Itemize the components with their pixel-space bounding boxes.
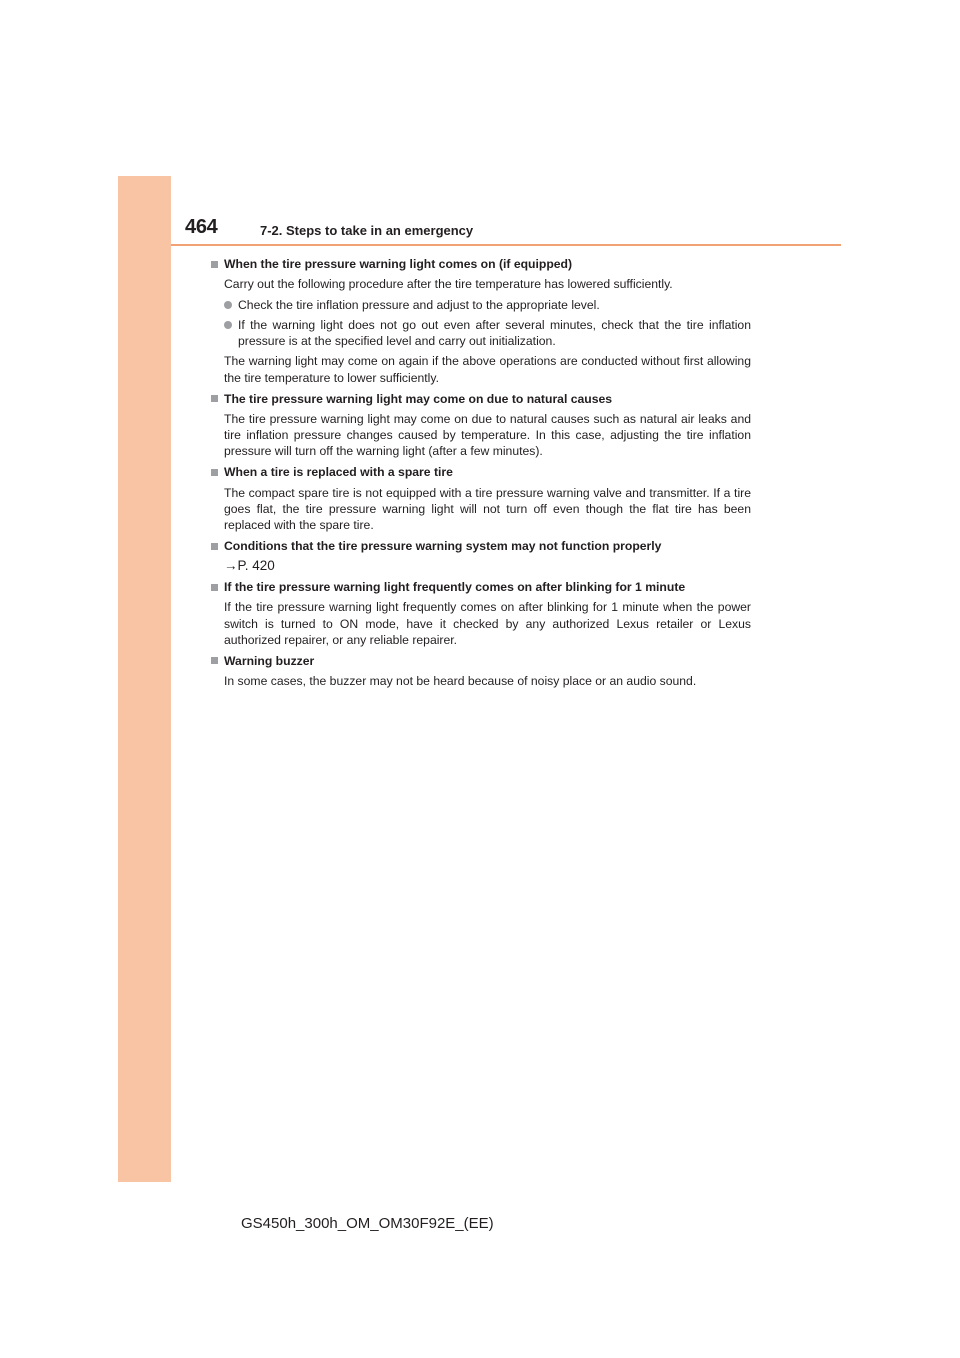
list-item: If the warning light does not go out even after several minutes, check that the tire inflation pressure is at the specified level and carry out initialization. — [224, 317, 751, 350]
page-number: 464 — [185, 216, 218, 238]
page-reference-link[interactable]: →P. 420 — [224, 558, 275, 574]
section-heading: When a tire is replaced with a spare tire — [211, 464, 751, 480]
square-bullet-icon — [211, 395, 218, 402]
section-heading: The tire pressure warning light may come on due to natural causes — [211, 391, 751, 407]
section-paragraph: Carry out the following procedure after the tire temperature has lowered sufficiently. — [224, 277, 673, 292]
section-paragraph: The tire pressure warning light may come on due to natural causes such as natural air leaks and tire inflation pressure changes caused by temperature. In this case, adjusting the tire inflation pressure will turn off the warning light (after a few minutes). — [224, 411, 751, 459]
square-bullet-icon — [211, 657, 218, 664]
circle-bullet-icon — [224, 321, 232, 329]
section-paragraph: If the tire pressure warning light frequently comes on after blinking for 1 minute when the power switch is turned to ON mode, have it checked by any authorized Lexus retailer or Lexus authorized repairer, or any reliable repairer. — [224, 600, 751, 647]
square-bullet-icon — [211, 543, 218, 550]
square-bullet-icon — [211, 584, 218, 591]
section-title: 7-2. Steps to take in an emergency — [260, 223, 474, 238]
square-bullet-icon — [211, 469, 218, 476]
section-heading: If the tire pressure warning light frequently comes on after blinking for 1 minute — [211, 579, 751, 595]
section-paragraph: The compact spare tire is not equipped with a tire pressure warning valve and transmitter. If a tire goes flat, the tire pressure warning light will not turn off even though the flat tire has been replaced with the spare tire. — [224, 485, 751, 533]
document-code: GS450h_300h_OM_OM30F92E_(EE) — [241, 1215, 494, 1232]
list-item: Check the tire inflation pressure and adjust to the appropriate level. — [224, 297, 751, 313]
square-bullet-icon — [211, 261, 218, 268]
page-content — [211, 256, 751, 689]
section-paragraph: In some cases, the buzzer may not be heard because of noisy place or an audio sound. — [224, 674, 697, 689]
section-heading: Conditions that the tire pressure warning system may not function properly — [211, 538, 751, 554]
side-tab-band — [118, 176, 171, 1182]
section-paragraph: The warning light may come on again if the above operations are conducted without first allowing the tire temperature to lower sufficiently. — [224, 354, 751, 385]
section-heading: Warning buzzer — [211, 653, 751, 669]
header-rule — [171, 244, 841, 246]
circle-bullet-icon — [224, 301, 232, 309]
section-heading: When the tire pressure warning light comes on (if equipped) — [211, 256, 751, 272]
